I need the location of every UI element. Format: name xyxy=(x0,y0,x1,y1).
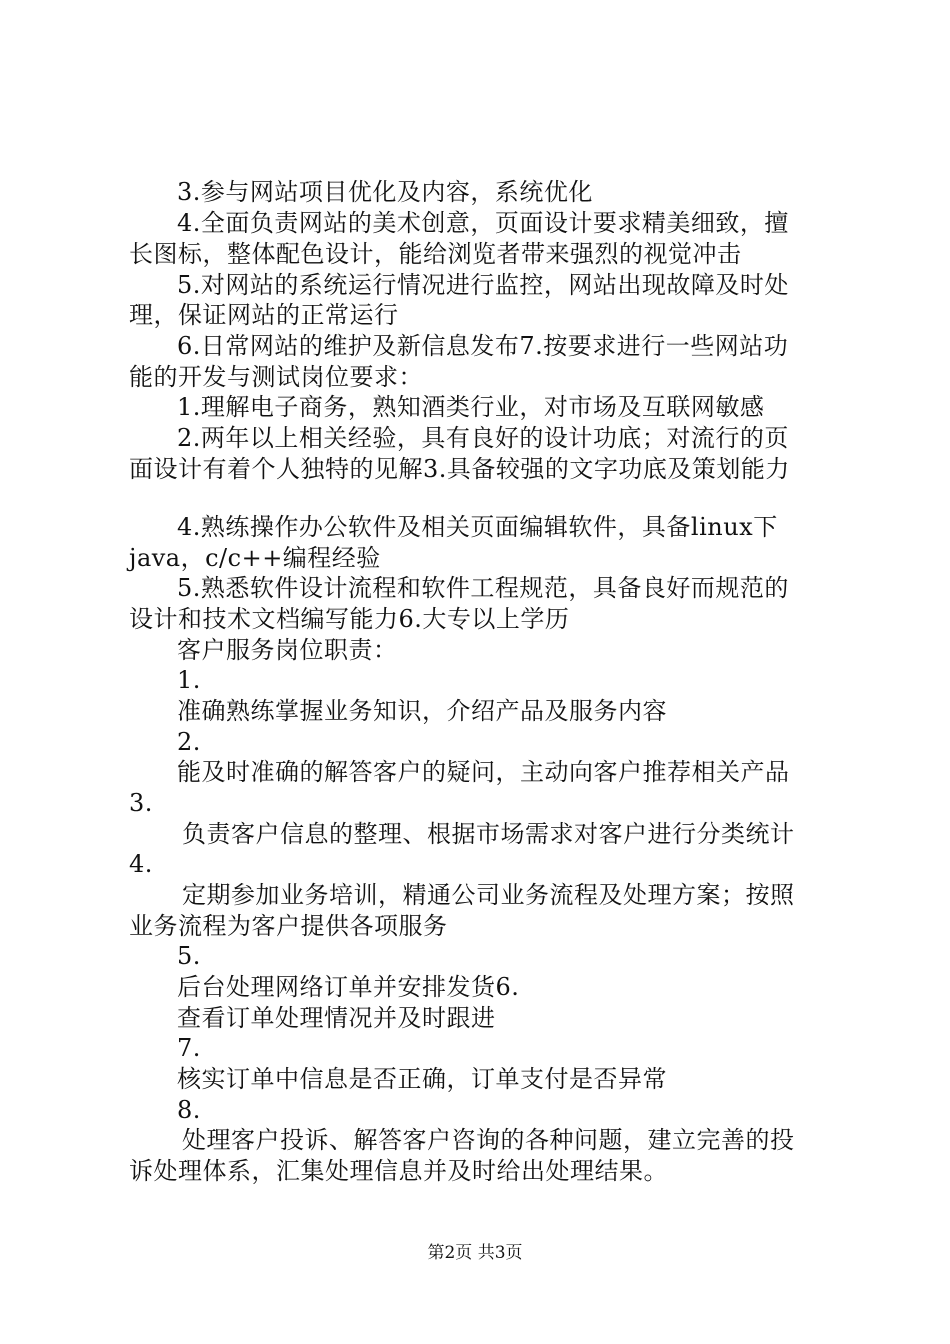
list-number: 8. xyxy=(177,1096,201,1124)
text-line: 1.理解电子商务，熟知酒类行业，对市场及互联网敏感 xyxy=(177,393,765,421)
text-line: 定期参加业务培训，精通公司业务流程及处理方案；按照 xyxy=(182,881,795,909)
text-line: 4.熟练操作办公软件及相关页面编辑软件，具备linux下 xyxy=(177,513,778,541)
text-line: 后台处理网络订单并安排发货6. xyxy=(177,973,520,1001)
text-line: 长图标，整体配色设计，能给浏览者带来强烈的视觉冲击 xyxy=(129,240,742,268)
list-number: 1. xyxy=(177,666,201,694)
page-number-footer: 第2页 共3页 xyxy=(427,1243,523,1263)
text-line: 面设计有着个人独特的见解3.具备较强的文字功底及策划能力 xyxy=(129,455,790,483)
text-line: 设计和技术文档编写能力6.大专以上学历 xyxy=(129,605,570,633)
text-line: 查看订单处理情况并及时跟进 xyxy=(177,1004,496,1032)
list-number: 2. xyxy=(177,728,201,756)
text-line: 负责客户信息的整理、根据市场需求对客户进行分类统计 xyxy=(182,820,795,848)
list-number: 3. xyxy=(129,789,153,817)
text-line: 5.熟悉软件设计流程和软件工程规范，具备良好而规范的 xyxy=(177,574,789,602)
text-line: 核实订单中信息是否正确，订单支付是否异常 xyxy=(177,1065,667,1093)
text-line: 准确熟练掌握业务知识，介绍产品及服务内容 xyxy=(177,697,667,725)
text-line: 5.对网站的系统运行情况进行监控，网站出现故障及时处 xyxy=(177,271,789,299)
text-line: 能的开发与测试岗位要求： xyxy=(129,363,423,391)
text-line: java，c/c++编程经验 xyxy=(129,544,381,572)
text-line: 6.日常网站的维护及新信息发布7.按要求进行一些网站功 xyxy=(177,332,789,360)
text-line: 3.参与网站项目优化及内容，系统优化 xyxy=(177,178,593,206)
text-line: 能及时准确的解答客户的疑问，主动向客户推荐相关产品 xyxy=(177,758,790,786)
text-line: 业务流程为客户提供各项服务 xyxy=(129,912,448,940)
list-number: 4. xyxy=(129,850,153,878)
text-line: 2.两年以上相关经验，具有良好的设计功底；对流行的页 xyxy=(177,424,789,452)
text-line: 理，保证网站的正常运行 xyxy=(129,301,399,329)
text-line: 诉处理体系，汇集处理信息并及时给出处理结果。 xyxy=(129,1157,668,1185)
list-number: 7. xyxy=(177,1034,201,1062)
text-line: 处理客户投诉、解答客户咨询的各种问题，建立完善的投 xyxy=(182,1126,795,1154)
list-number: 5. xyxy=(177,942,201,970)
section-heading: 客户服务岗位职责： xyxy=(177,636,398,664)
text-line: 4.全面负责网站的美术创意，页面设计要求精美细致，擅 xyxy=(177,209,789,237)
